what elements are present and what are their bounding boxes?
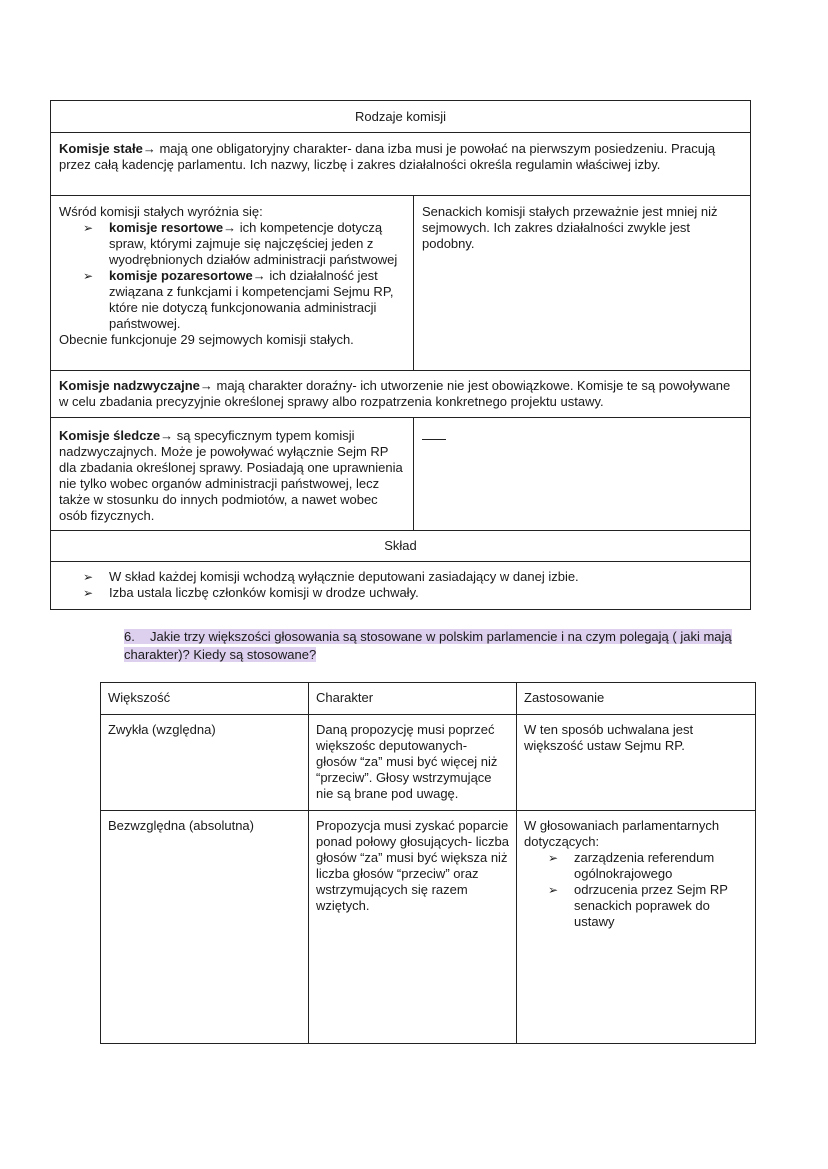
composition-list	[59, 569, 742, 601]
row-2-application	[517, 811, 756, 1044]
list-item: ➢ Izba ustala liczbę członków komisji w drodze uchwały.	[83, 585, 742, 601]
header-zastosowanie: Zastosowanie	[517, 683, 756, 715]
standing-committees-text: mają one obligatoryjny charakter- dana izba musi je powołać na pierwszym posiedzeniu. Pracują przez całą kadencję parlamentu. Ich nazwy, liczbę i zakres działalności określa regulamin właściwej izby.	[59, 141, 716, 172]
header-charakter: Charakter	[309, 683, 517, 715]
application-intro: W głosowaniach parlamentarnych dotyczących:	[524, 818, 720, 849]
list-item: ➢ W skład każdej komisji wchodzą wyłącznie deputowani zasiadający w danej izbie.	[83, 569, 742, 585]
row-2-character: Propozycja musi zyskać poparcie ponad połowy głosujących- liczba głosów “za” musi być większa niż liczba głosów “przeciw” oraz wstrzymujących się razem wziętych.	[309, 811, 517, 1044]
sejm-footer: Obecnie funkcjonuje 29 sejmowych komisji stałych.	[59, 332, 354, 347]
row-1-majority: Zwykła (względna)	[101, 715, 309, 811]
dash-line	[422, 439, 446, 440]
question-text: Jakie trzy większości głosowania są stosowane w polskim parlamencie i na czym polegają ( jaki mają charakter)? Kiedy są stosowane?	[124, 629, 732, 662]
list-item: ➢ odrzucenia przez Sejm RP senackich poprawek do ustawy	[548, 882, 748, 930]
composition-cell	[51, 562, 751, 610]
extraordinary-committees-cell: Komisje nadzwyczajne→ mają charakter doraźny- ich utworzenie nie jest obowiązkowe. Komisje te są powoływane w celu zbadania precyzyjnie określonej sprawy albo rozpatrzenia konkretnego projektu ustawy.	[51, 371, 751, 418]
list-item: ➢ zarządzenia referendum ogólnokrajowego	[548, 850, 748, 882]
sejm-intro: Wśród komisji stałych wyróżnia się:	[59, 204, 263, 219]
committee-types-table	[50, 100, 751, 610]
committee-kinds-list	[59, 220, 405, 332]
standing-committees-term: Komisje stałe	[59, 141, 143, 156]
list-item: ➢ komisje pozaresortowe→ ich działalność jest związana z funkcjami i kompetencjami Sejmu RP, które nie dotyczą funkcjonowania administracji państwowej.	[83, 268, 405, 332]
empty-dash-cell	[414, 418, 751, 531]
row-1-application: W ten sposób uchwalana jest większość ustaw Sejmu RP.	[517, 715, 756, 811]
question-6	[124, 628, 734, 664]
sejm-standing-committees-cell	[51, 196, 414, 371]
application-list	[524, 850, 748, 930]
investigative-committees-cell: Komisje śledcze→ są specyficznym typem komisji nadzwyczajnych. Może je powoływać wyłącznie Sejm RP dla zbadania określonej sprawy. Posiadają one uprawnienia nie tylko wobec organów administracji państwowej, lecz także w stosunku do innych podmiotów, a nawet wobec osób fizycznych.	[51, 418, 414, 531]
arrow: →	[142, 141, 156, 156]
voting-majorities-table	[100, 682, 756, 1044]
committee-types-header: Rodzaje komisji	[51, 101, 751, 133]
senate-standing-committees-cell: Senackich komisji stałych przeważnie jest mniej niż sejmowych. Ich zakres działalności zwykle jest podobny.	[414, 196, 751, 371]
row-1-character: Daną propozycję musi poprzeć większośc deputowanych- głosów “za” musi być więcej niż “przeciw”. Głosy wstrzymujące nie są brane pod uwagę.	[309, 715, 517, 811]
row-2-majority: Bezwzględna (absolutna)	[101, 811, 309, 1044]
list-item: ➢ komisje resortowe→ ich kompetencje dotyczą spraw, którymi zajmuje się najczęściej jeden z wyodrębnionych działów administracji państwowej	[83, 220, 405, 268]
standing-committees-cell	[51, 133, 751, 196]
composition-header: Skład	[51, 531, 751, 562]
header-wiekszosc: Większość	[101, 683, 309, 715]
question-number: 6.	[124, 629, 135, 644]
